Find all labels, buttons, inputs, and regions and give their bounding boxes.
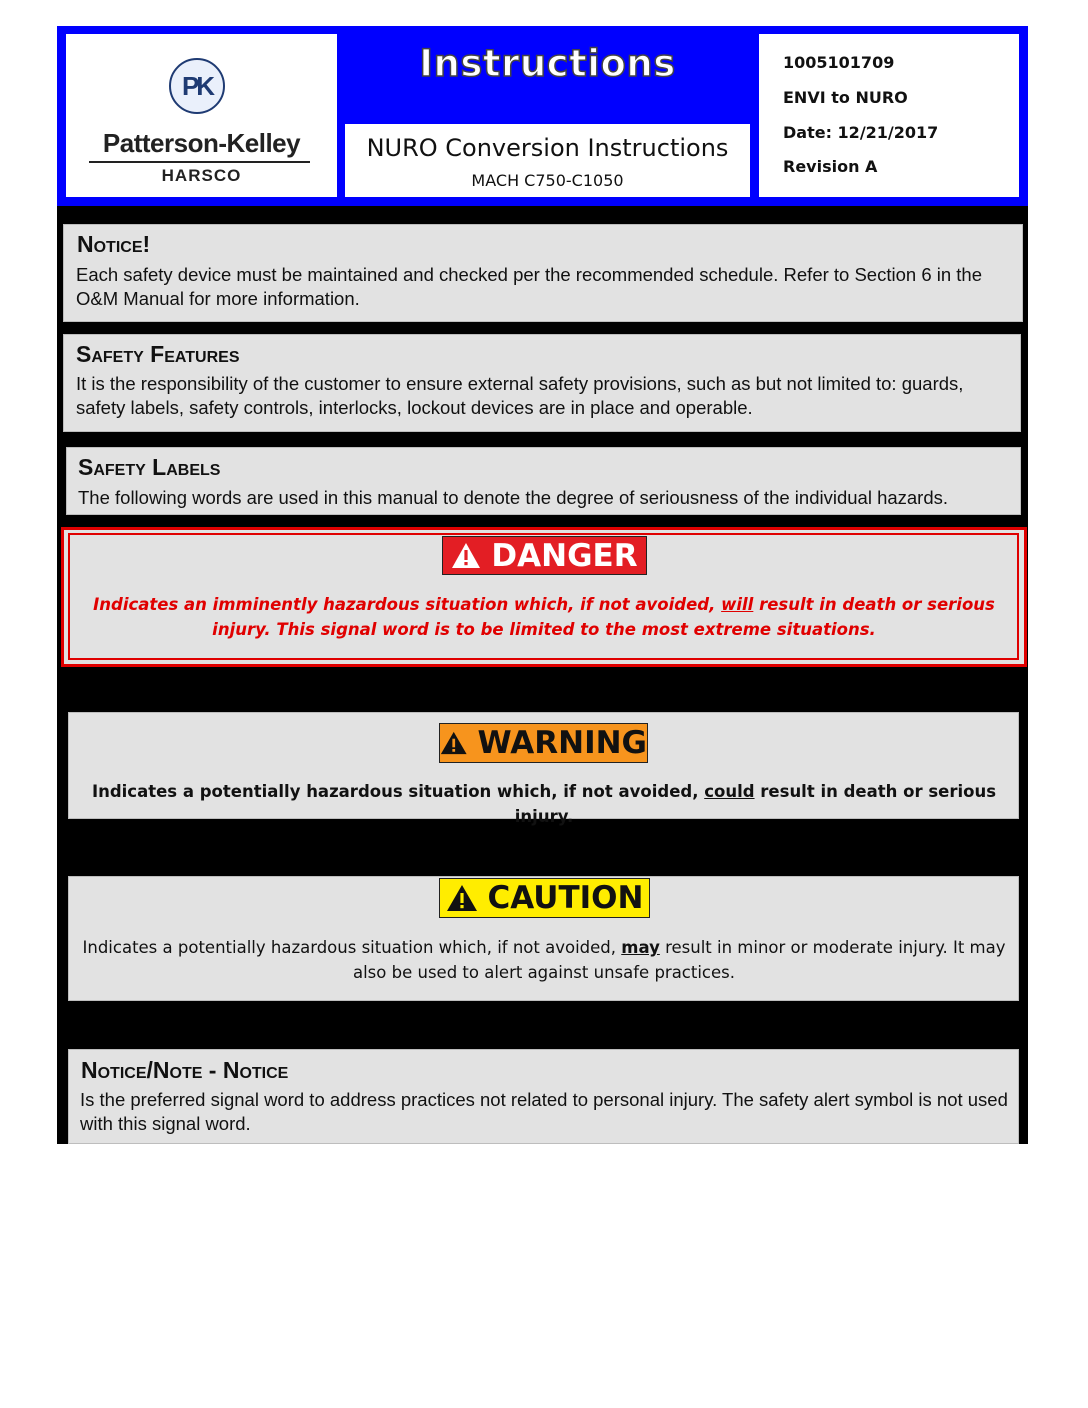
- caution-text-part: result in minor or moderate injury. It may also be used to alert against unsafe practices.: [352, 938, 1006, 982]
- safety-labels-text: The following words are used in this manual to denote the degree of seriousness of the individual hazards.: [78, 487, 949, 508]
- warning-text-part: Indicates a potentially hazardous situation which, if not avoided,: [91, 782, 705, 801]
- brand-name: Patterson-Kelley: [102, 128, 301, 158]
- conversion-type: ENVI to NURO: [783, 88, 908, 107]
- warning-text-part: result in death or serious injury.: [514, 782, 997, 826]
- notice-note-heading: Notice/Note - Notice: [81, 1057, 289, 1083]
- document-number: 1005101709: [783, 53, 895, 72]
- caution-emphasis: may: [621, 938, 660, 957]
- page-title: Instructions: [419, 42, 676, 85]
- danger-text-part: Indicates an imminently hazardous situation which, if not avoided,: [93, 595, 722, 614]
- warning-triangle-icon: [451, 542, 481, 569]
- danger-text-part: result in death or serious injury. This signal word is to be limited to the most extreme situations.: [212, 595, 995, 639]
- caution-label: CAUTION: [487, 880, 644, 916]
- document-date: Date: 12/21/2017: [783, 123, 939, 142]
- safety-features-text: It is the responsibility of the customer to ensure external safety provisions, such as but not limited to: guards, safety labels, safety controls, interlocks, lockout devices are in place and operable.: [76, 373, 964, 418]
- danger-sign: [442, 536, 647, 575]
- danger-text: [74, 592, 1014, 642]
- warning-emphasis: could: [704, 782, 755, 801]
- notice-text: Each safety device must be maintained and checked per the recommended schedule. Refer to Section 6 in the O&M Manual for more information.: [76, 264, 983, 309]
- notice-heading: Notice!: [77, 231, 151, 257]
- safety-labels-heading: Safety Labels: [78, 454, 221, 480]
- danger-label: DANGER: [491, 537, 638, 574]
- danger-emphasis: will: [721, 595, 754, 614]
- caution-sign: [439, 878, 650, 918]
- warning-text: [74, 779, 1014, 829]
- document-revision: Revision A: [783, 157, 878, 176]
- brand-divider: [89, 161, 310, 163]
- warning-triangle-icon: [440, 729, 467, 757]
- safety-features-heading: Safety Features: [76, 341, 240, 367]
- pk-logo-text: PK: [181, 70, 213, 101]
- caution-text-part: Indicates a potentially hazardous situation which, if not avoided,: [82, 938, 622, 957]
- warning-label: WARNING: [477, 725, 647, 761]
- pk-logo-icon: [169, 58, 225, 114]
- warning-sign: [439, 723, 648, 763]
- document-subtitle: NURO Conversion Instructions: [366, 134, 729, 162]
- caution-text: [74, 935, 1014, 985]
- notice-note-text: Is the preferred signal word to address practices not related to personal injury. The safety alert symbol is not used with this signal word.: [80, 1089, 1008, 1134]
- warning-triangle-icon: [446, 884, 478, 912]
- brand-subname: HARSCO: [161, 166, 242, 185]
- model-range: MACH C750-C1050: [471, 171, 624, 190]
